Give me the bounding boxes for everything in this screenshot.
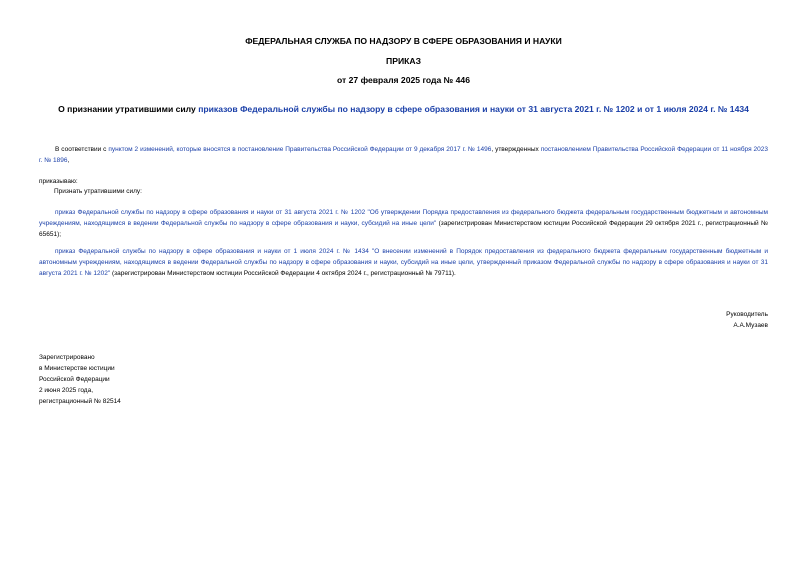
signer-title: Руководитель (726, 311, 768, 318)
intro-text-2: , утвержденных (491, 146, 541, 153)
item1-link[interactable]: приказ Федеральной службы по надзору в сфере образования и науки от 31 августа 2021 г. № 1202 "Об утверждении Порядка предоставления из федерального бюджета федеральным государственным бюджетным и автономным учреждениям, находящимся в ведении Федеральной службы по надзору в сфере образования и науки, субсидий на иные цели" (39, 209, 768, 227)
registration-line: в Министерстве юстиции (39, 365, 115, 372)
registration-line: Зарегистрировано (39, 354, 95, 361)
intro-paragraph (39, 144, 768, 166)
title-prefix: О признании утратившими силу (58, 104, 199, 114)
ordered-line: приказываю: (39, 178, 78, 185)
item1-text: (зарегистрирован Министерством юстиции Российской Федерации 29 октября 2021 г., регистрационный № 65651); (39, 220, 768, 238)
title-link[interactable]: приказов Федеральной службы по надзору в сфере образования и науки от 31 августа 2021 г. № 1202 и от 1 июля 2024 г. № 1434 (198, 104, 749, 114)
item2-text: (зарегистрирован Министерством юстиции Российской Федерации 4 октября 2024 г., регистрационный № 79711). (110, 270, 456, 277)
registration-line: регистрационный № 82514 (39, 398, 121, 405)
document-title (0, 104, 807, 115)
intro-text-1: В соответствии с (55, 146, 109, 153)
agency-name: ФЕДЕРАЛЬНАЯ СЛУЖБА ПО НАДЗОРУ В СФЕРЕ ОБРАЗОВАНИЯ И НАУКИ (245, 36, 562, 46)
item2-link[interactable]: приказ Федеральной службы по надзору в сфере образования и науки от 1 июля 2024 г. № 1434 "О внесении изменений в Порядок предоставления из федерального бюджета федеральным государственным бюджетным и автономным учреждениям, находящимся в ведении Федеральной службы по надзору в сфере образования и науки, субсидий на иные цели, утвержденный приказом Федеральной службы по надзору в сфере образования и науки от 31 августа 2021 г. № 1202" (39, 248, 768, 277)
intro-text-3: , (67, 157, 70, 164)
intro-link-2[interactable]: постановлением Правительства Российской Федерации от 11 ноября 2023 г. № 1896 (39, 146, 768, 164)
list-item (39, 246, 768, 279)
document-date: от 27 февраля 2025 года № 446 (337, 75, 470, 85)
recognize-line: Признать утратившими силу: (54, 188, 142, 195)
intro-link-1[interactable]: пунктом 2 изменений, которые вносятся в постановление Правительства Российской Федерации от 9 декабря 2017 г. № 1496 (108, 146, 492, 153)
document-type: ПРИКАЗ (386, 56, 421, 66)
registration-line: Российской Федерации (39, 376, 110, 383)
registration-line: 2 июня 2025 года, (39, 387, 94, 394)
list-item (39, 207, 768, 240)
signer-name: А.А.Музаев (733, 322, 768, 329)
